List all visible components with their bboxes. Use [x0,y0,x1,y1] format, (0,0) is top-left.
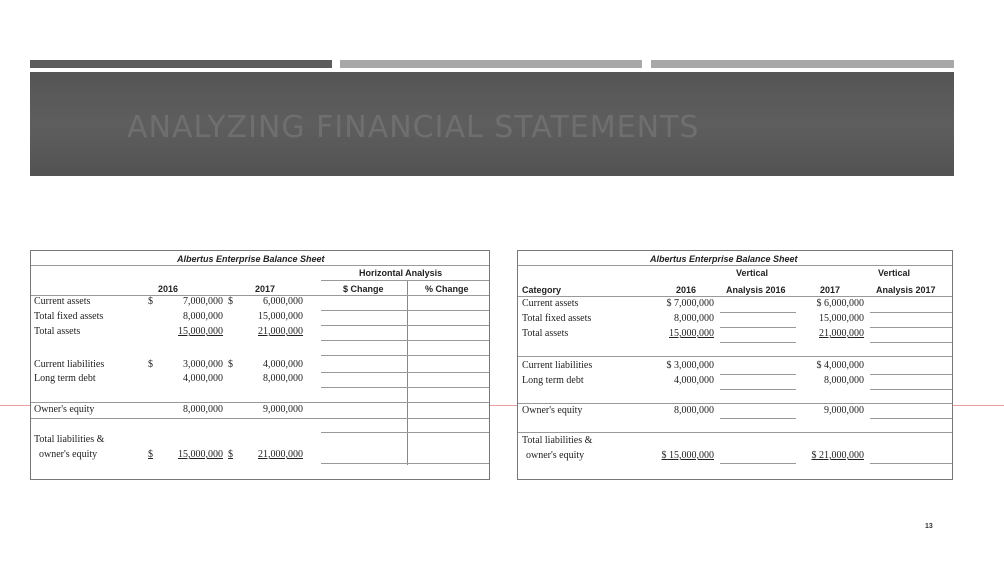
col-header-change: $ Change [343,284,384,294]
col-header-va2016-line1: Vertical [736,268,769,278]
col-header-2016: 2016 [158,284,179,294]
page-number: 13 [925,523,933,530]
col-header-category: Category [522,285,562,295]
col-header-pct: % Change [425,284,469,294]
table-title: Albertus Enterprise Balance Sheet [650,254,798,264]
col-header-va2016-line2: Analysis 2016 [726,285,786,295]
header-bar-dark [30,60,332,68]
col-header-2016: 2016 [676,285,697,295]
col-header-va2017-line2: Analysis 2017 [876,285,936,295]
table-title: Albertus Enterprise Balance Sheet [177,254,325,264]
slide-title: ANALYZING FINANCIAL STATEMENTS [127,110,700,145]
col-header-2017: 2017 [820,285,841,295]
horizontal-analysis-table: Albertus Enterprise Balance Sheet Horizontal Analysis 2016 2017 $ Change % Change Current assets $ 7,000,000 $ 6,000,000 Total fixed assets 8,000,000 15,000,000 Total assets 15,000,000 21,000,000 Current liabilities $ 3,000,000 $ 4,000,000 Long term debt 4,000,000 8,000,000 Owner's equity 8,000,000 9,000,000 Total liabilities & owner's equity $ 15,000,000 $ 21,000,000 [30,250,490,480]
col-header-2017: 2017 [255,284,276,294]
header-bar-light [651,60,954,68]
col-header-va2017-line1: Vertical [878,268,911,278]
header-bar-light [340,60,642,68]
group-header: Horizontal Analysis [359,268,443,278]
vertical-analysis-table: Albertus Enterprise Balance Sheet Vertical Vertical Category 2016 Analysis 2016 2017 Analysis 2017 Current assets $ 7,000,000 $ 6,000,000 Total fixed assets 8,000,000 15,000,000 Total assets 15,000,000 21,000,000 Current liabilities $ 3,000,000 $ 4,000,000 Long term debt 4,000,000 8,000,000 Owner's equity 8,000,000 9,000,000 Total liabilities & owner's equity $ 15,000,000 $ 21,000,000 [517,250,953,480]
